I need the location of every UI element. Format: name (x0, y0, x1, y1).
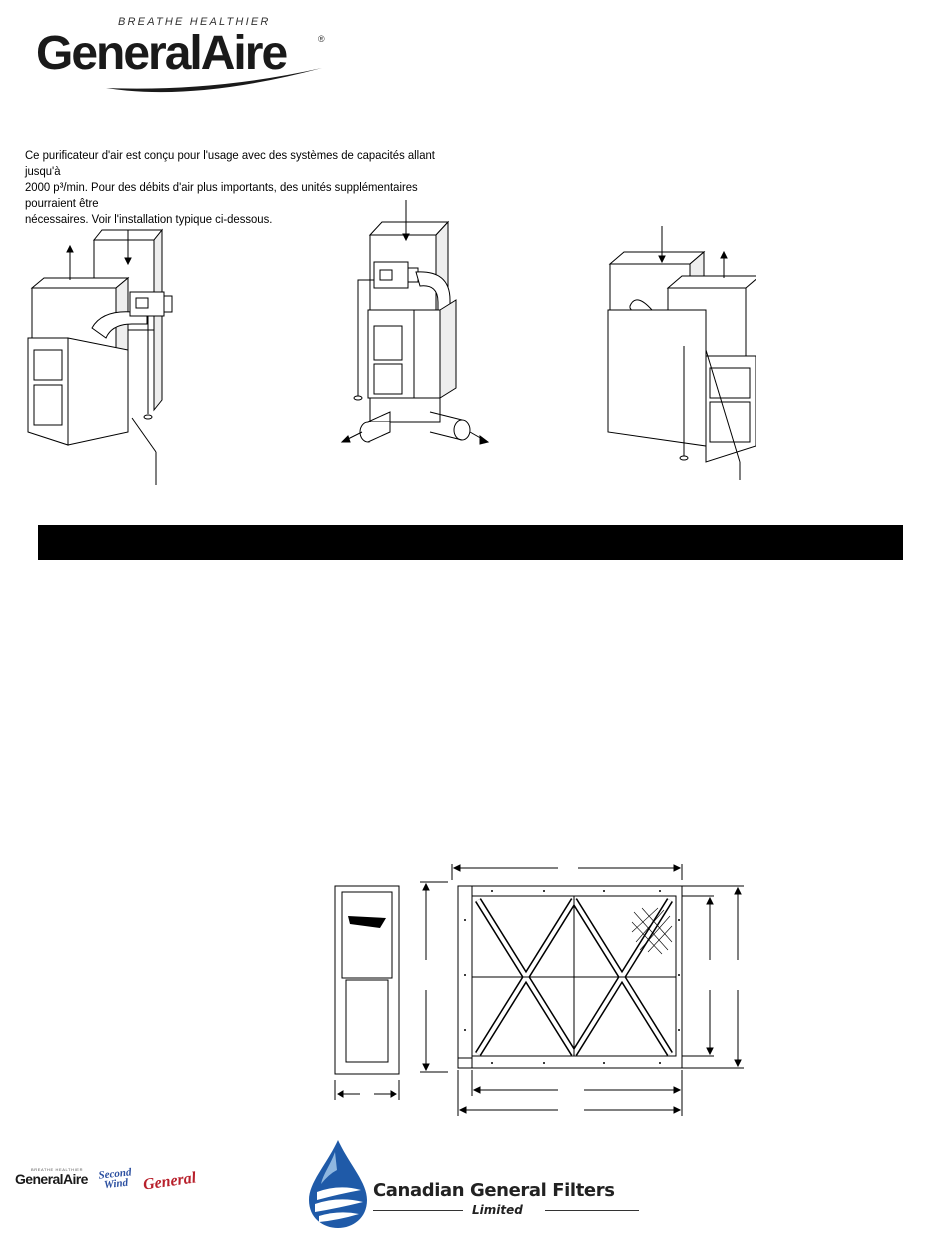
installation-diagram-1 (22, 200, 202, 485)
company-name: Canadian General Filters (373, 1180, 615, 1201)
installation-diagram-3 (606, 200, 756, 480)
dimension-front-view (418, 860, 748, 1120)
water-drop-icon (305, 1138, 371, 1230)
logo-registered: ® (318, 34, 325, 44)
logo-tagline: BREATHE HEALTHIER (118, 16, 271, 28)
company-rule-left (373, 1210, 463, 1211)
intro-paragraph: Ce purificateur d'air est conçu pour l'usage avec des systèmes de capacités allant jusqu'à 2000 p³/min. Pour des débits d'air plus importants, des unités supplémentaires pourraient être nécessaires. Voir l'installation typique ci-dessous. (25, 148, 435, 226)
dimension-side-view (330, 880, 410, 1105)
company-rule-right (545, 1210, 639, 1211)
company-suffix: Limited (472, 1203, 523, 1217)
second-wind-logo: Second Wind (97, 1166, 133, 1192)
swoosh-icon (104, 66, 324, 96)
mini-generalaire-tagline: BREATHE HEALTHIER (31, 1167, 84, 1172)
installation-diagram-2 (340, 200, 490, 460)
mini-generalaire-logo: GeneralAire (15, 1171, 88, 1187)
section-header-bar (38, 525, 903, 560)
generalaire-logo (36, 12, 336, 94)
general-logo: General (142, 1169, 198, 1194)
canadian-general-filters-logo (305, 1138, 643, 1228)
footer-brand-logos (15, 1165, 215, 1205)
logo-brand: GeneralAire (36, 27, 287, 80)
